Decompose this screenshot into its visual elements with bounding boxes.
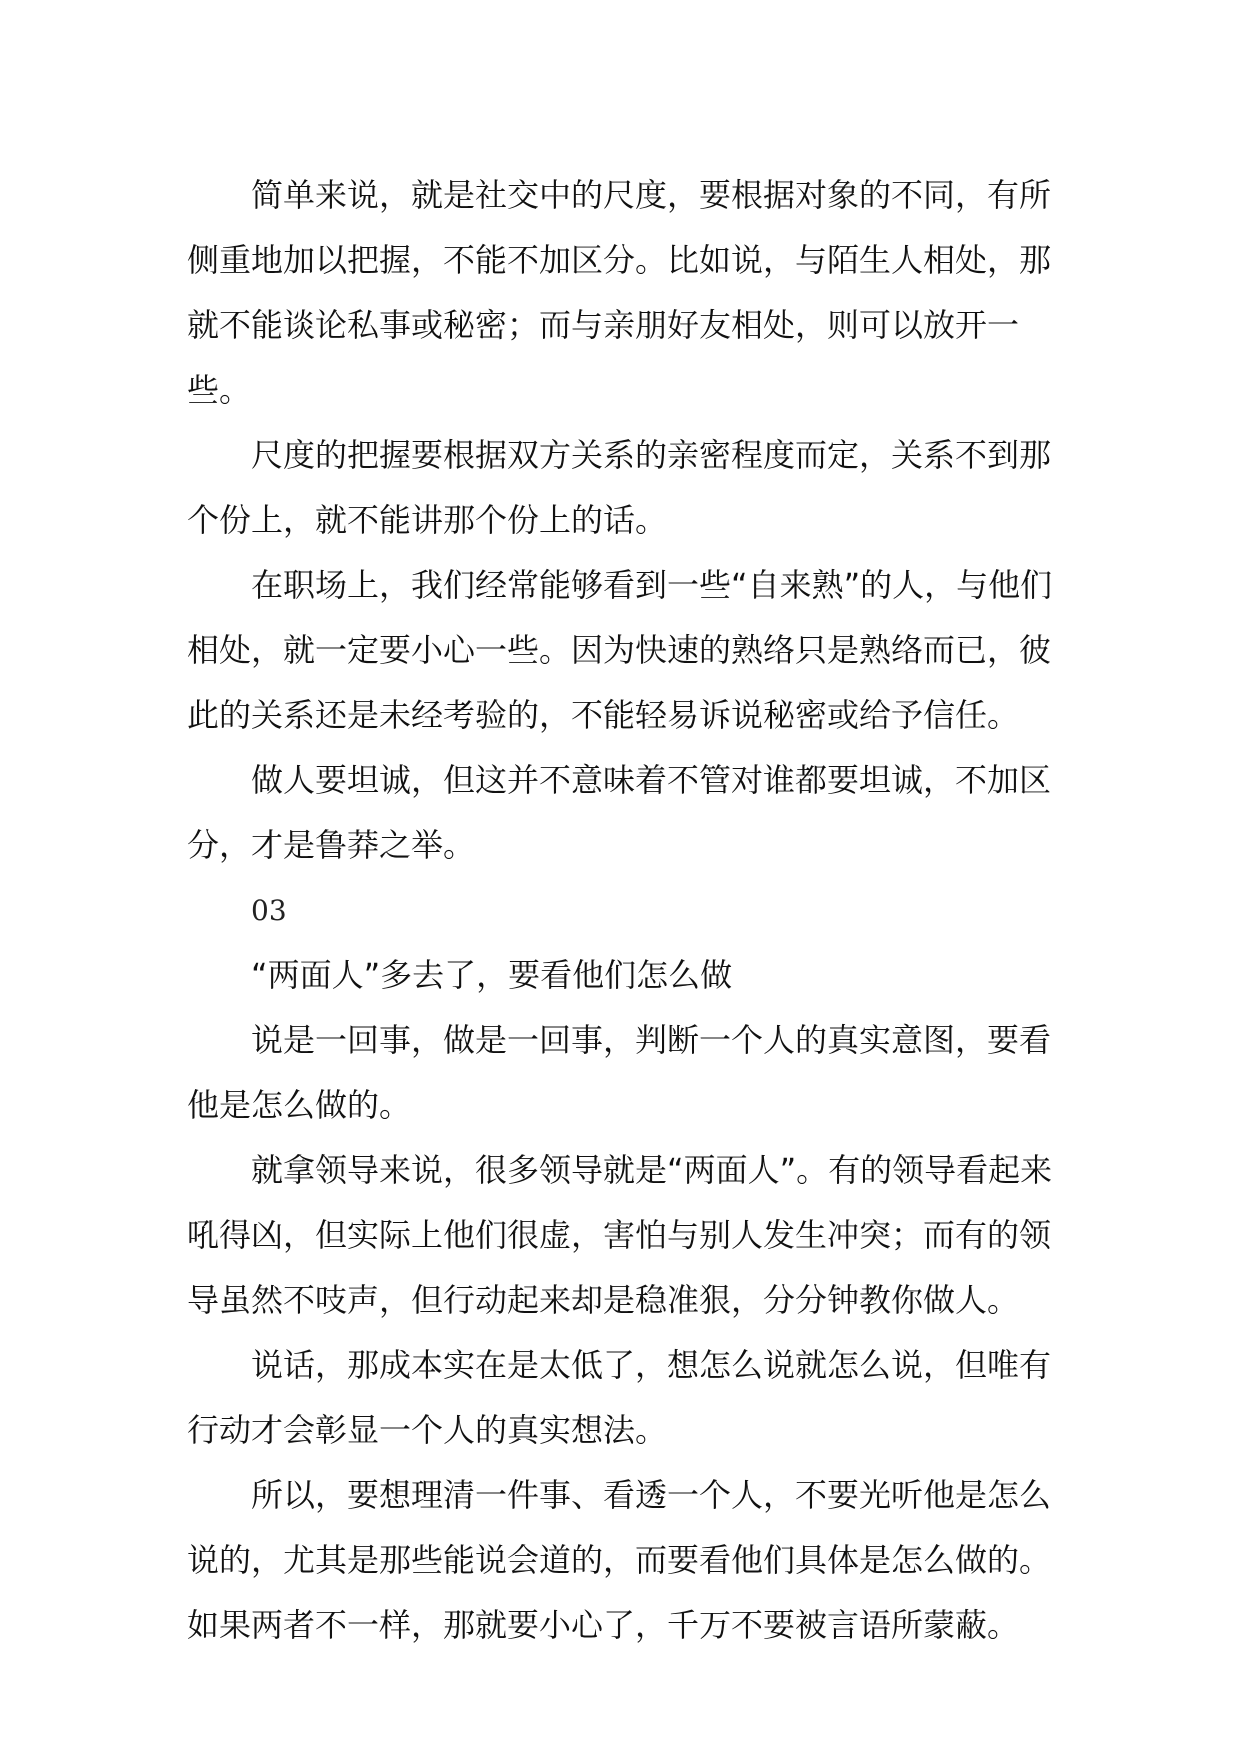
paragraph: 就拿领导来说，很多领导就是“两面人”。有的领导看起来吼得凶，但实际上他们很虚，害怕与别人发生冲突；而有的领导虽然不吱声，但行动起来却是稳准狠，分分钟教你做人。 [187, 1151, 1053, 1319]
paragraph: 所以，要想理清一件事、看透一个人，不要光听他是怎么说的，尤其是那些能说会道的，而要看他们具体是怎么做的。如果两者不一样，那就要小心了，千万不要被言语所蒙蔽。 [187, 1476, 1052, 1644]
paragraph: 在职场上，我们经常能够看到一些“自来熟”的人，与他们相处，就一定要小心一些。因为快速的熟络只是熟络而已，彼此的关系还是未经考验的，不能轻易诉说秘密或给予信任。 [187, 566, 1053, 734]
paragraph: 说是一回事，做是一回事，判断一个人的真实意图，要看他是怎么做的。 [187, 1021, 1052, 1124]
paragraph: 尺度的把握要根据双方关系的亲密程度而定，关系不到那个份上，就不能讲那个份上的话。 [187, 436, 1052, 539]
article-body [187, 163, 1067, 1658]
paragraph: 简单来说，就是社交中的尺度，要根据对象的不同，有所侧重地加以把握，不能不加区分。比如说，与陌生人相处，那就不能谈论私事或秘密；而与亲朋好友相处，则可以放开一些。 [187, 176, 1052, 409]
paragraph: 说话，那成本实在是太低了，想怎么说就怎么说，但唯有行动才会彰显一个人的真实想法。 [187, 1346, 1052, 1449]
section-number: 03 [251, 894, 287, 927]
section-title: “两面人”多去了，要看他们怎么做 [251, 956, 733, 994]
paragraph: 做人要坦诚，但这并不意味着不管对谁都要坦诚，不加区分，才是鲁莽之举。 [187, 761, 1052, 864]
